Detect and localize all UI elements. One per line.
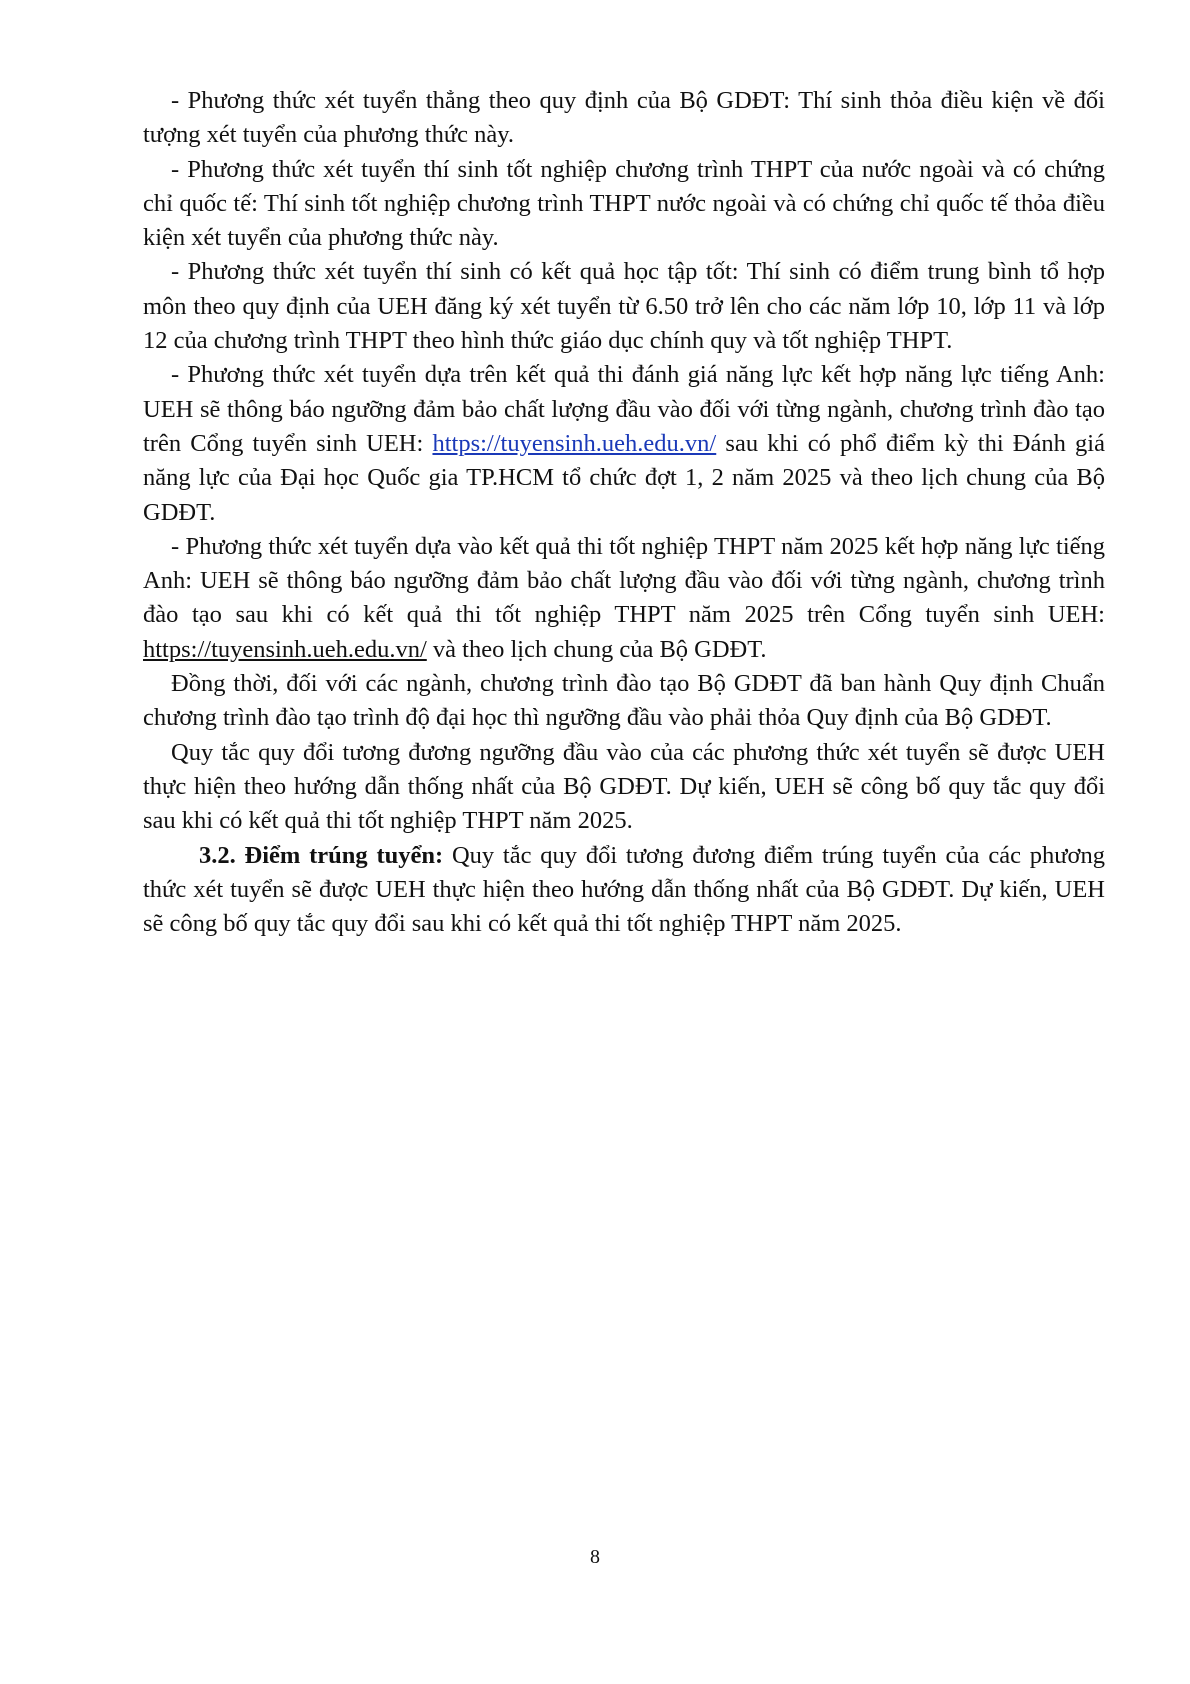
paragraph-text: sau khi có phổ điểm kỳ thi Đánh giá năng lực của Đại học Quốc gia TP.HCM tổ chức đợt 1, 2 năm 2025 và theo lịch chung của Bộ GDĐT. <box>143 429 1105 526</box>
paragraph-text: và theo lịch chung của Bộ GDĐT. <box>426 635 767 663</box>
section-3-2-paragraph <box>143 839 1105 942</box>
paragraph-graduation-exam <box>143 530 1105 667</box>
paragraph-standards: Đồng thời, đối với các ngành, chương trình đào tạo Bộ GDĐT đã ban hành Quy định Chuẩn chương trình đào tạo trình độ đại học thì ngưỡng đầu vào phải thỏa Quy định của Bộ GDĐT. <box>143 670 1105 732</box>
section-heading: 3.2. Điểm trúng tuyển: <box>199 841 444 869</box>
admissions-portal-link-2[interactable]: https://tuyensinh.ueh.edu.vn/ <box>143 635 427 663</box>
paragraph-conversion-rules: Quy tắc quy đổi tương đương ngưỡng đầu vào của các phương thức xét tuyển sẽ được UEH thực hiện theo hướng dẫn thống nhất của Bộ GDĐT. Dự kiến, UEH sẽ công bố quy tắc quy đổi sau khi có kết quả thi tốt nghiệp THPT năm 2025. <box>143 738 1105 835</box>
paragraph-competency-exam <box>143 358 1105 529</box>
paragraph-text: - Phương thức xét tuyển dựa trên kết quả thi đánh giá năng lực kết hợp năng lực tiếng Anh: UEH sẽ thông báo ngưỡng đảm bảo chất lượng đầu vào đối với từng ngành, chương trình đào tạo trên Cổng tuyển sinh UEH: <box>143 361 1105 457</box>
admissions-portal-link[interactable]: https://tuyensinh.ueh.edu.vn/ <box>432 429 717 457</box>
page-number: 8 <box>590 1546 600 1568</box>
document-body <box>143 84 1105 941</box>
paragraph-direct-admission: - Phương thức xét tuyển thẳng theo quy định của Bộ GDĐT: Thí sinh thỏa điều kiện về đối tượng xét tuyển của phương thức này. <box>143 87 1105 149</box>
paragraph-text: - Phương thức xét tuyển dựa vào kết quả thi tốt nghiệp THPT năm 2025 kết hợp năng lực tiếng Anh: UEH sẽ thông báo ngưỡng đảm bảo chất lượng đầu vào đối với từng ngành, chương trình đào tạo sau khi có kết quả thi tốt nghiệp THPT năm 2025 trên Cổng tuyển sinh UEH: <box>143 532 1105 629</box>
paragraph-foreign-certificate: - Phương thức xét tuyển thí sinh tốt nghiệp chương trình THPT của nước ngoài và có chứng chỉ quốc tế: Thí sinh tốt nghiệp chương trình THPT nước ngoài và có chứng chỉ quốc tế thỏa điều kiện xét tuyển của phương thức này. <box>143 155 1105 252</box>
paragraph-text: Quy tắc quy đổi tương đương điểm trúng tuyển của các phương thức xét tuyển sẽ được UEH thực hiện theo hướng dẫn thống nhất của Bộ GDĐT. Dự kiến, UEH sẽ công bố quy tắc quy đổi sau khi có kết quả thi tốt nghiệp THPT năm 2025. <box>143 841 1106 938</box>
paragraph-academic-results: - Phương thức xét tuyển thí sinh có kết quả học tập tốt: Thí sinh có điểm trung bình tổ hợp môn theo quy định của UEH đăng ký xét tuyển từ 6.50 trở lên cho các năm lớp 10, lớp 11 và lớp 12 của chương trình THPT theo hình thức giáo dục chính quy và tốt nghiệp THPT. <box>143 258 1105 355</box>
